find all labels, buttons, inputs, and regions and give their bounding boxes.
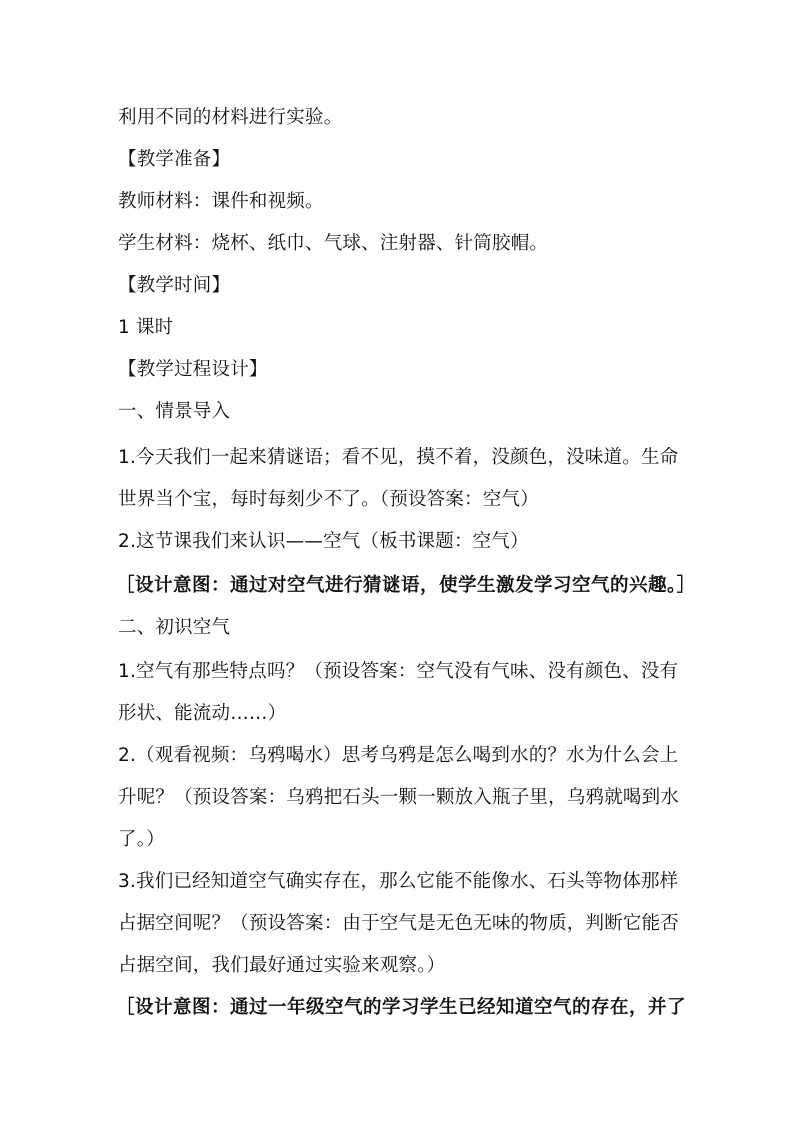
text-line-air-features-part2: 形状、能流动……） bbox=[118, 703, 287, 724]
text-line-class-hours: 1 课时 bbox=[118, 317, 174, 338]
text-line-riddle-part1: 1.今天我们一起来猜谜语；看不见，摸不着，没颜色，没味道。生命 bbox=[118, 447, 679, 468]
text-line-air-features-part1: 1.空气有那些特点吗？（预设答案：空气没有气味、没有颜色、没有 bbox=[118, 661, 679, 682]
section-heading-scenario-intro: 一、情景导入 bbox=[118, 401, 231, 422]
text-line-crow-video-part3: 了。） bbox=[118, 829, 165, 850]
text-line-air-space-part1: 3.我们已经知道空气确实存在，那么它能不能像水、石头等物体那样 bbox=[118, 871, 679, 892]
text-line-teacher-materials: 教师材料：课件和视频。 bbox=[118, 191, 324, 212]
text-line-topic-air: 2.这节课我们来认识——空气（板书课题：空气） bbox=[118, 531, 529, 552]
text-line-crow-video-part2: 升呢？（预设答案：乌鸦把石头一颗一颗放入瓶子里，乌鸦就喝到水 bbox=[118, 787, 680, 808]
text-line-riddle-part2: 世界当个宝，每时每刻少不了。（预设答案：空气） bbox=[118, 489, 539, 510]
text-line-materials-experiment: 利用不同的材料进行实验。 bbox=[118, 107, 343, 128]
text-line-crow-video-part1: 2.（观看视频：乌鸦喝水）思考乌鸦是怎么喝到水的？水为什么会上 bbox=[118, 745, 679, 766]
design-intent-line-2: ［设计意图：通过一年级空气的学习学生已经知道空气的存在，并了 bbox=[116, 997, 687, 1018]
heading-teaching-process: 【教学过程设计】 bbox=[118, 359, 268, 380]
text-line-student-materials: 学生材料：烧杯、纸巾、气球、注射器、针筒胶帽。 bbox=[118, 233, 549, 254]
heading-teaching-time: 【教学时间】 bbox=[118, 275, 231, 296]
text-line-air-space-part3: 占据空间，我们最好通过实验来观察。） bbox=[118, 955, 446, 976]
heading-teaching-preparation: 【教学准备】 bbox=[118, 149, 231, 170]
design-intent-line-1: ［设计意图：通过对空气进行猜谜语，使学生激发学习空气的兴趣。］ bbox=[116, 575, 696, 596]
section-heading-first-look-air: 二、初识空气 bbox=[118, 617, 231, 638]
text-line-air-space-part2: 占据空间呢？（预设答案：由于空气是无色无味的物质，判断它能否 bbox=[118, 913, 680, 934]
